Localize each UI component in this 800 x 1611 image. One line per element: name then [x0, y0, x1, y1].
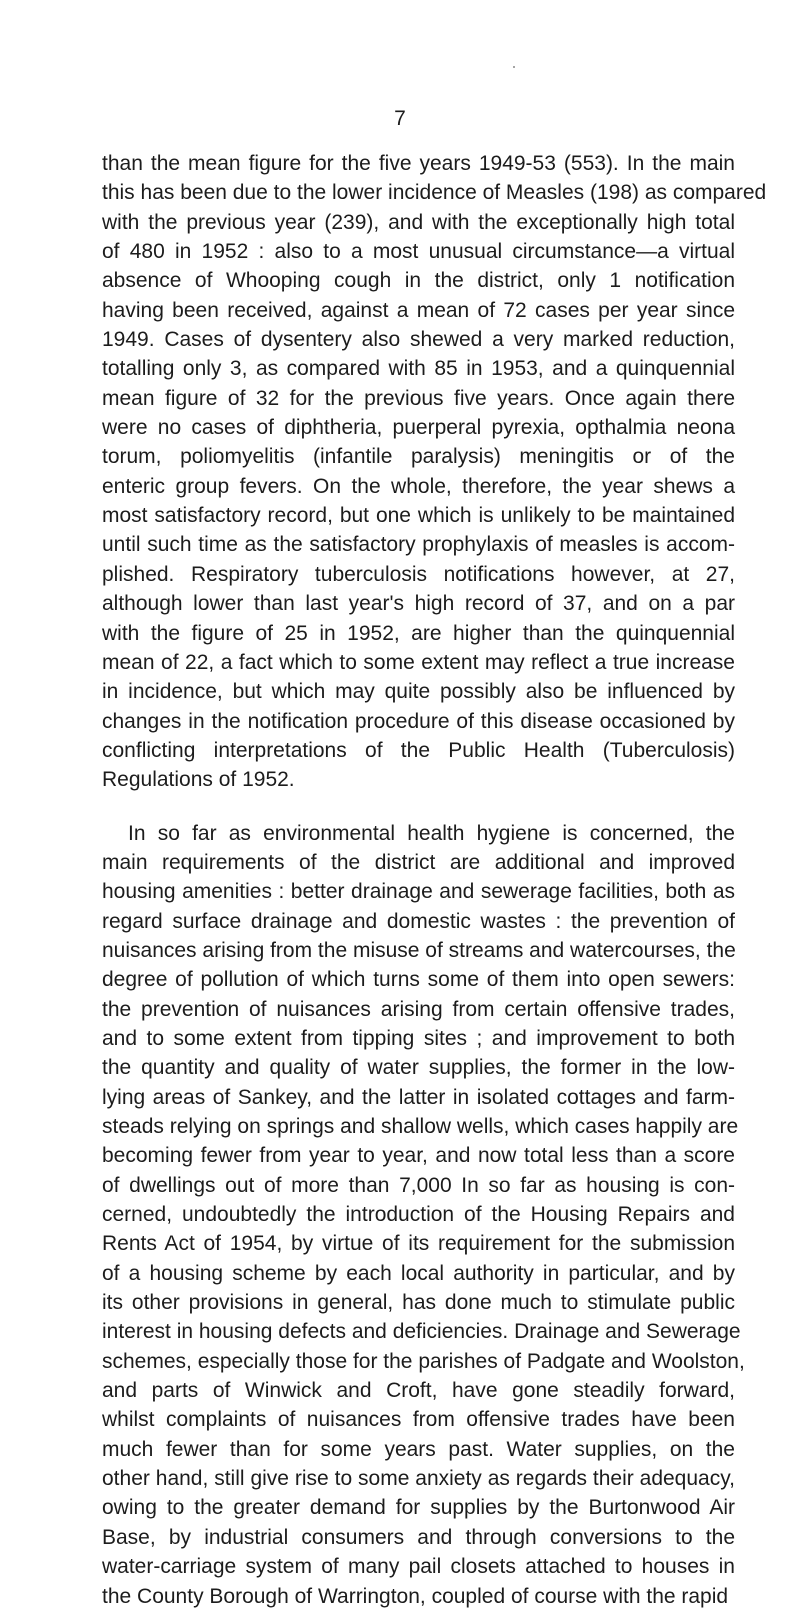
text-line: cerned, undoubtedly the introduction of the Housing Repairs and [102, 1203, 735, 1227]
text-line: although lower than last year's high record of 37, and on a par [102, 592, 735, 616]
text-line: plished. Respiratory tuberculosis notifications however, at 27, [102, 562, 735, 586]
text-line: In so far as environmental health hygiene is concerned, the [128, 821, 735, 845]
text-line: until such time as the satisfactory prophylaxis of measles is accom- [102, 533, 735, 557]
text-line: enteric group fevers. On the whole, therefore, the year shews a [102, 474, 735, 498]
text-line: much fewer than for some years past. Water supplies, on the [102, 1437, 735, 1461]
text-line: degree of pollution of which turns some of them into open sewers: [102, 968, 735, 992]
text-line: conflicting interpretations of the Public Health (Tuberculosis) [102, 738, 735, 762]
text-line: becoming fewer from year to year, and now total less than a score [102, 1144, 735, 1168]
text-line: regard surface drainage and domestic wastes : the prevention of [102, 909, 735, 933]
text-line: mean figure of 32 for the previous five years. Once again there [102, 386, 735, 410]
text-line: in incidence, but which may quite possibly also be influenced by [102, 680, 735, 704]
text-line: absence of Whooping cough in the district, only 1 notification [102, 269, 735, 293]
text-line: the quantity and quality of water supplies, the former in the low- [102, 1056, 735, 1080]
text-line: of a housing scheme by each local authority in particular, and by [102, 1261, 735, 1285]
text-line: owing to the greater demand for supplies by the Burtonwood Air [102, 1496, 735, 1520]
text-line: mean of 22, a fact which to some extent may reflect a true increase [102, 650, 735, 674]
text-line: Regulations of 1952. [102, 768, 295, 792]
text-line: than the mean figure for the five years 1949-53 (553). In the main [102, 152, 735, 175]
text-line: most satisfactory record, but one which is unlikely to be maintained [102, 504, 735, 528]
text-line: water-carriage system of many pail closets attached to houses in [102, 1555, 735, 1579]
text-line: were no cases of diphtheria, puerperal pyrexia, opthalmia neona [102, 416, 735, 440]
text-line: with the previous year (239), and with the exceptionally high total [102, 210, 735, 234]
body-text [102, 149, 767, 1611]
text-line: changes in the notification procedure of this disease occasioned by [102, 709, 735, 733]
text-line: with the figure of 25 in 1952, are higher than the quinquennial [102, 621, 735, 645]
text-line: nuisances arising from the misuse of streams and watercourses, the [102, 938, 736, 962]
text-line: having been received, against a mean of 72 cases per year since [102, 298, 735, 322]
text-line: of dwellings out of more than 7,000 In so far as housing is con- [102, 1173, 735, 1197]
page-number: 7 [394, 107, 406, 130]
text-line: its other provisions in general, has done much to stimulate public [102, 1291, 735, 1315]
text-line: 1949. Cases of dysentery also shewed a very marked reduction, [102, 328, 735, 352]
text-line: totalling only 3, as compared with 85 in 1953, and a quinquennial [102, 357, 735, 381]
text-line: torum, poliomyelitis (infantile paralysis) meningitis or of the [102, 445, 735, 469]
text-line: steads relying on springs and shallow wells, which cases happily are [102, 1115, 739, 1138]
text-line: Base, by industrial consumers and through conversions to the [102, 1525, 735, 1549]
paragraph-environmental-health [102, 819, 745, 1611]
text-line: and to some extent from tipping sites ; and improvement to both [102, 1026, 735, 1050]
text-line: whilst complaints of nuisances from offensive trades have been [102, 1408, 735, 1432]
text-line: and parts of Winwick and Croft, have gone steadily forward, [102, 1379, 735, 1403]
scan-speck [513, 66, 515, 68]
text-line: lying areas of Sankey, and the latter in isolated cottages and farm- [102, 1085, 735, 1109]
text-line: the prevention of nuisances arising from certain offensive trades, [102, 997, 735, 1021]
text-line: schemes, especially those for the parishes of Padgate and Woolston, [102, 1349, 745, 1373]
text-line: housing amenities : better drainage and sewerage facilities, both as [102, 880, 735, 904]
text-line: other hand, still give rise to some anxiety as regards their adequacy, [102, 1467, 735, 1491]
text-line: the County Borough of Warrington, coupled of course with the rapid [102, 1584, 729, 1608]
text-line: of 480 in 1952 : also to a most unusual circumstance—a virtual [102, 240, 735, 264]
paragraph-health-statistics [102, 149, 767, 795]
text-line: interest in housing defects and deficiencies. Drainage and Sewerage [102, 1320, 741, 1344]
text-line: this has been due to the lower incidence of Measles (198) as compared [102, 181, 767, 205]
text-line: main requirements of the district are additional and improved [102, 850, 735, 874]
text-line: Rents Act of 1954, by virtue of its requirement for the submission [102, 1232, 735, 1256]
